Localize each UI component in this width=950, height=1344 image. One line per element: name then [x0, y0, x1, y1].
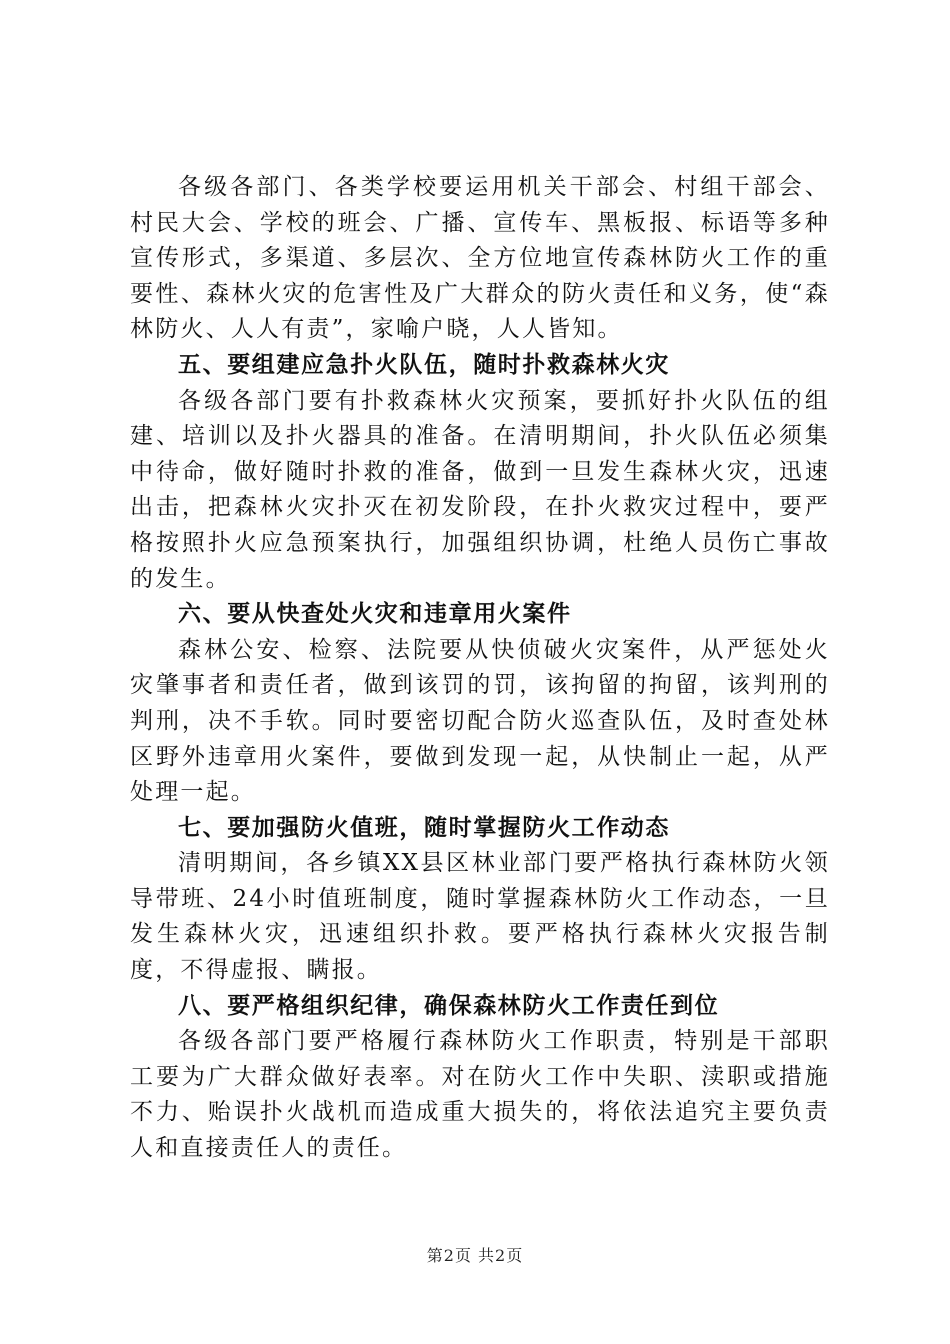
- paragraph-case-handling: 森林公安、检察、法院要从快侦破火灾案件，从严惩处火灾肇事者和责任者，做到该罚的罚，该拘留的拘留，该判刑的判刑，决不手软。同时要密切配合防火巡查队伍，及时查处林区野外违章用火案件，要做到发现一起，从快制止一起，从严处理一起。: [130, 636, 830, 806]
- section-heading-8: 八、要严格组织纪律，确保森林防火工作责任到位: [178, 992, 720, 1019]
- paragraph-discipline: 各级各部门要严格履行森林防火工作职责，特别是干部职工要为广大群众做好表率。对在防火工作中失职、渎职或措施不力、贻误扑火战机而造成重大损失的，将依法追究主要负责人和直接责任人的责任。: [130, 1028, 830, 1162]
- section-heading-6: 六、要从快查处火灾和违章用火案件: [178, 601, 572, 628]
- document-body: [130, 170, 830, 1167]
- paragraph-duty-shift: 清明期间，各乡镇XX县区林业部门要严格执行森林防火领导带班、24小时值班制度，随时掌握森林防火工作动态，一旦发生森林火灾，迅速组织扑救。要严格执行森林火灾报告制度，不得虚报、瞒报。: [130, 850, 830, 984]
- section-heading-7: 七、要加强防火值班，随时掌握防火工作动态: [178, 814, 670, 841]
- paragraph-propaganda: 各级各部门、各类学校要运用机关干部会、村组干部会、村民大会、学校的班会、广播、宣传车、黑板报、标语等多种宣传形式，多渠道、多层次、全方位地宣传森林防火工作的重要性、森林火灾的危害性及广大群众的防火责任和义务，使“森林防火、人人有责”，家喻户晓，人人皆知。: [130, 174, 830, 343]
- page-number-footer: 第2页 共2页: [426, 1246, 524, 1265]
- paragraph-fire-team: 各级各部门要有扑救森林火灾预案，要抓好扑火队伍的组建、培训以及扑火器具的准备。在清明期间，扑火队伍必须集中待命，做好随时扑救的准备，做到一旦发生森林火灾，迅速出击，把森林火灾扑灭在初发阶段，在扑火救灾过程中，要严格按照扑火应急预案执行，加强组织协调，杜绝人员伤亡事故的发生。: [130, 387, 830, 592]
- section-heading-5: 五、要组建应急扑火队伍，随时扑救森林火灾: [178, 351, 670, 378]
